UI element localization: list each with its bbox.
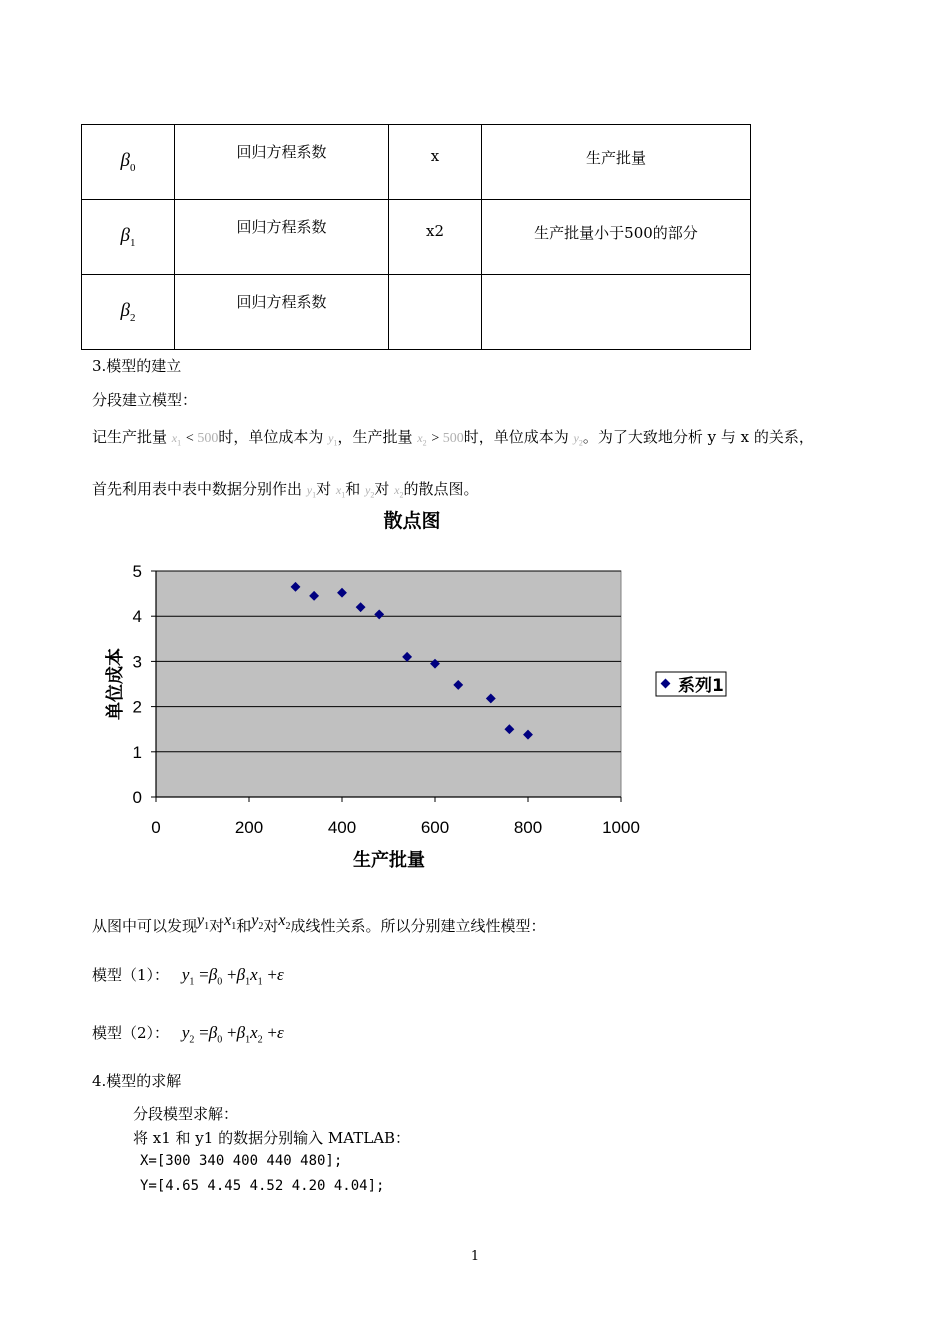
variable-description-cell	[482, 275, 751, 350]
variable-cell: x2	[389, 200, 482, 275]
x-tick-label: 800	[513, 818, 543, 837]
x-tick-label: 600	[420, 818, 450, 837]
paragraph: 将 x1 和 y1 的数据分别输入 MATLAB：	[133, 1129, 411, 1147]
y-tick-label: 2	[132, 697, 142, 717]
paragraph: 从图中可以发现$y_1$对$x_1$和$y_2$对$x_2$成线性关系。所以分别建立线性模型：	[92, 912, 546, 935]
variable-description-cell: 生产批量	[482, 125, 751, 200]
y-tick-label: 1	[132, 742, 142, 762]
variable-cell: x	[389, 125, 482, 200]
x-tick-label: 400	[327, 818, 357, 837]
code-line: X=[300 340 400 440 480];	[140, 1153, 343, 1169]
x-tick-label: 0	[151, 818, 161, 837]
scatter-chart	[94, 500, 734, 880]
variable-table	[81, 124, 751, 350]
chart-title: 散点图	[383, 510, 441, 532]
paragraph: 记生产批量 $x_1 < 500$时，单位成本为 $y_1$，生产批量 $x_2 > 500$时，单位成本为 $y_2$。为了大致地分析 y 与 x 的关系，	[92, 428, 814, 448]
symbol-cell: $\beta_0$	[82, 125, 175, 200]
description-cell: 回归方程系数	[175, 125, 389, 200]
symbol-cell: $\beta_2$	[82, 275, 175, 350]
table-row	[82, 275, 751, 350]
symbol-cell: $\beta_1$	[82, 200, 175, 275]
plot-area	[156, 571, 621, 797]
model-equation-2: 模型（2）： $y_2 =\beta_0 +\beta_1x_2 +\varepsilon$	[92, 1023, 284, 1046]
section-heading: 3.模型的建立	[92, 357, 182, 375]
paragraph: 分段建立模型：	[92, 391, 198, 409]
variable-cell	[389, 275, 482, 350]
code-line: Y=[4.65 4.45 4.52 4.20 4.04];	[140, 1178, 385, 1194]
y-tick-label: 0	[132, 788, 142, 807]
y-axis-label: 单位成本	[105, 648, 126, 720]
x-tick-label: 1000	[602, 818, 640, 837]
x-tick-label: 200	[234, 818, 264, 837]
paragraph: 首先利用表中表中数据分别作出 $y_1$对 $x_1$和 $y_2$对 $x_2$的散点图。	[92, 480, 479, 500]
description-cell: 回归方程系数	[175, 275, 389, 350]
y-tick-label: 4	[132, 607, 142, 627]
legend	[656, 672, 726, 696]
model-equation-1: 模型（1）： $y_1 =\beta_0 +\beta_1x_1 +\varepsilon$	[92, 965, 284, 988]
paragraph: 分段模型求解：	[133, 1105, 239, 1123]
page-number: 1	[470, 1249, 480, 1264]
y-tick-label: 3	[132, 652, 142, 672]
table-row	[82, 125, 751, 200]
variable-description-cell: 生产批量小于500的部分	[482, 200, 751, 275]
y-tick-label: 5	[132, 562, 142, 581]
section-heading: 4.模型的求解	[92, 1072, 182, 1090]
x-axis-label: 生产批量	[353, 850, 425, 871]
table-row	[82, 200, 751, 275]
legend-entry: 系列1	[678, 676, 724, 696]
description-cell: 回归方程系数	[175, 200, 389, 275]
